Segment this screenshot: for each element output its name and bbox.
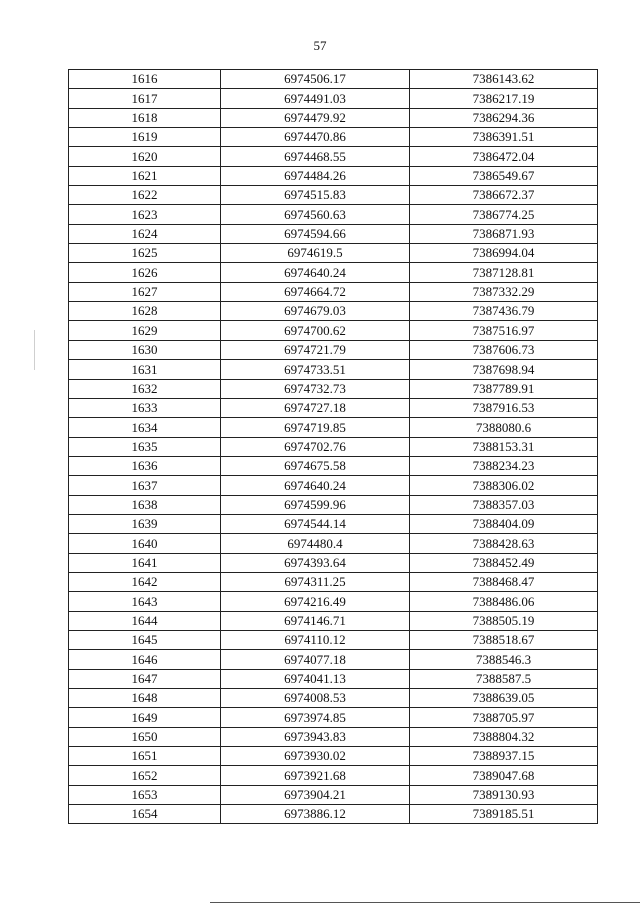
y-coordinate-cell: 7388937.15 — [410, 747, 598, 766]
x-coordinate-cell: 6974041.13 — [221, 669, 410, 688]
x-coordinate-cell: 6974506.17 — [221, 70, 410, 89]
table-row — [69, 514, 598, 533]
table-row — [69, 437, 598, 456]
y-coordinate-cell: 7388468.47 — [410, 572, 598, 591]
table-row — [69, 611, 598, 630]
x-coordinate-cell: 6973930.02 — [221, 747, 410, 766]
point-number-cell: 1622 — [69, 186, 221, 205]
table-row — [69, 186, 598, 205]
table-row — [69, 805, 598, 824]
point-number-cell: 1626 — [69, 263, 221, 282]
y-coordinate-cell: 7388486.06 — [410, 592, 598, 611]
table-row — [69, 689, 598, 708]
point-number-cell: 1646 — [69, 650, 221, 669]
y-coordinate-cell: 7388153.31 — [410, 437, 598, 456]
y-coordinate-cell: 7388404.09 — [410, 514, 598, 533]
y-coordinate-cell: 7386672.37 — [410, 186, 598, 205]
point-number-cell: 1627 — [69, 282, 221, 301]
y-coordinate-cell: 7387516.97 — [410, 321, 598, 340]
table-row — [69, 282, 598, 301]
table-row — [69, 224, 598, 243]
table-row — [69, 669, 598, 688]
table-row — [69, 166, 598, 185]
table-row — [69, 650, 598, 669]
y-coordinate-cell: 7386549.67 — [410, 166, 598, 185]
x-coordinate-cell: 6974700.62 — [221, 321, 410, 340]
table-row — [69, 766, 598, 785]
x-coordinate-cell: 6974491.03 — [221, 89, 410, 108]
table-row — [69, 379, 598, 398]
x-coordinate-cell: 6974480.4 — [221, 534, 410, 553]
page-number: 57 — [313, 38, 327, 53]
point-number-cell: 1630 — [69, 340, 221, 359]
point-number-cell: 1645 — [69, 630, 221, 649]
point-number-cell: 1649 — [69, 708, 221, 727]
x-coordinate-cell: 6974640.24 — [221, 263, 410, 282]
x-coordinate-cell: 6974468.55 — [221, 147, 410, 166]
x-coordinate-cell: 6973904.21 — [221, 785, 410, 804]
point-number-cell: 1653 — [69, 785, 221, 804]
point-number-cell: 1625 — [69, 244, 221, 263]
point-number-cell: 1641 — [69, 553, 221, 572]
table-row — [69, 476, 598, 495]
scan-margin-mark — [34, 330, 35, 370]
x-coordinate-cell: 6973921.68 — [221, 766, 410, 785]
table-row — [69, 321, 598, 340]
y-coordinate-cell: 7387789.91 — [410, 379, 598, 398]
point-number-cell: 1651 — [69, 747, 221, 766]
x-coordinate-cell: 6974393.64 — [221, 553, 410, 572]
table-row — [69, 418, 598, 437]
table-row — [69, 727, 598, 746]
table-row — [69, 340, 598, 359]
table-row — [69, 108, 598, 127]
x-coordinate-cell: 6974664.72 — [221, 282, 410, 301]
y-coordinate-cell: 7386294.36 — [410, 108, 598, 127]
table-row — [69, 263, 598, 282]
x-coordinate-cell: 6974640.24 — [221, 476, 410, 495]
point-number-cell: 1637 — [69, 476, 221, 495]
table-row — [69, 302, 598, 321]
point-number-cell: 1621 — [69, 166, 221, 185]
table-row — [69, 785, 598, 804]
table-row — [69, 747, 598, 766]
point-number-cell: 1631 — [69, 360, 221, 379]
x-coordinate-cell: 6974479.92 — [221, 108, 410, 127]
point-number-cell: 1624 — [69, 224, 221, 243]
table-row — [69, 708, 598, 727]
y-coordinate-cell: 7388080.6 — [410, 418, 598, 437]
y-coordinate-cell: 7388639.05 — [410, 689, 598, 708]
point-number-cell: 1629 — [69, 321, 221, 340]
x-coordinate-cell: 6974216.49 — [221, 592, 410, 611]
y-coordinate-cell: 7388587.5 — [410, 669, 598, 688]
point-number-cell: 1640 — [69, 534, 221, 553]
x-coordinate-cell: 6974484.26 — [221, 166, 410, 185]
point-number-cell: 1648 — [69, 689, 221, 708]
x-coordinate-cell: 6974721.79 — [221, 340, 410, 359]
x-coordinate-cell: 6974594.66 — [221, 224, 410, 243]
y-coordinate-cell: 7386217.19 — [410, 89, 598, 108]
point-number-cell: 1633 — [69, 398, 221, 417]
table-row — [69, 128, 598, 147]
y-coordinate-cell: 7388428.63 — [410, 534, 598, 553]
x-coordinate-cell: 6974544.14 — [221, 514, 410, 533]
table-row — [69, 630, 598, 649]
x-coordinate-cell: 6974727.18 — [221, 398, 410, 417]
y-coordinate-cell: 7386871.93 — [410, 224, 598, 243]
y-coordinate-cell: 7388518.67 — [410, 630, 598, 649]
point-number-cell: 1632 — [69, 379, 221, 398]
table-row — [69, 89, 598, 108]
table-row — [69, 205, 598, 224]
y-coordinate-cell: 7386391.51 — [410, 128, 598, 147]
y-coordinate-cell: 7388234.23 — [410, 456, 598, 475]
y-coordinate-cell: 7388804.32 — [410, 727, 598, 746]
x-coordinate-cell: 6974470.86 — [221, 128, 410, 147]
x-coordinate-cell: 6974732.73 — [221, 379, 410, 398]
y-coordinate-cell: 7386994.04 — [410, 244, 598, 263]
x-coordinate-cell: 6974675.58 — [221, 456, 410, 475]
x-coordinate-cell: 6974515.83 — [221, 186, 410, 205]
point-number-cell: 1617 — [69, 89, 221, 108]
x-coordinate-cell: 6974733.51 — [221, 360, 410, 379]
coordinates-table-body — [69, 70, 598, 824]
scan-bottom-edge — [210, 902, 640, 903]
point-number-cell: 1635 — [69, 437, 221, 456]
x-coordinate-cell: 6974719.85 — [221, 418, 410, 437]
y-coordinate-cell: 7387436.79 — [410, 302, 598, 321]
point-number-cell: 1636 — [69, 456, 221, 475]
point-number-cell: 1619 — [69, 128, 221, 147]
y-coordinate-cell: 7388452.49 — [410, 553, 598, 572]
y-coordinate-cell: 7387606.73 — [410, 340, 598, 359]
x-coordinate-cell: 6974619.5 — [221, 244, 410, 263]
x-coordinate-cell: 6974599.96 — [221, 495, 410, 514]
y-coordinate-cell: 7387698.94 — [410, 360, 598, 379]
x-coordinate-cell: 6974110.12 — [221, 630, 410, 649]
table-row — [69, 360, 598, 379]
point-number-cell: 1644 — [69, 611, 221, 630]
table-row — [69, 70, 598, 89]
y-coordinate-cell: 7388357.03 — [410, 495, 598, 514]
x-coordinate-cell: 6973943.83 — [221, 727, 410, 746]
point-number-cell: 1642 — [69, 572, 221, 591]
y-coordinate-cell: 7387332.29 — [410, 282, 598, 301]
y-coordinate-cell: 7386472.04 — [410, 147, 598, 166]
table-row — [69, 456, 598, 475]
y-coordinate-cell: 7388306.02 — [410, 476, 598, 495]
point-number-cell: 1650 — [69, 727, 221, 746]
y-coordinate-cell: 7387128.81 — [410, 263, 598, 282]
x-coordinate-cell: 6974311.25 — [221, 572, 410, 591]
point-number-cell: 1638 — [69, 495, 221, 514]
x-coordinate-cell: 6974146.71 — [221, 611, 410, 630]
x-coordinate-cell: 6973974.85 — [221, 708, 410, 727]
table-row — [69, 398, 598, 417]
point-number-cell: 1628 — [69, 302, 221, 321]
y-coordinate-cell: 7386143.62 — [410, 70, 598, 89]
y-coordinate-cell: 7389047.68 — [410, 766, 598, 785]
point-number-cell: 1618 — [69, 108, 221, 127]
coordinates-table — [68, 69, 598, 824]
table-row — [69, 592, 598, 611]
table-row — [69, 147, 598, 166]
point-number-cell: 1654 — [69, 805, 221, 824]
point-number-cell: 1652 — [69, 766, 221, 785]
x-coordinate-cell: 6973886.12 — [221, 805, 410, 824]
table-row — [69, 553, 598, 572]
y-coordinate-cell: 7388505.19 — [410, 611, 598, 630]
y-coordinate-cell: 7388546.3 — [410, 650, 598, 669]
table-row — [69, 534, 598, 553]
point-number-cell: 1634 — [69, 418, 221, 437]
point-number-cell: 1616 — [69, 70, 221, 89]
point-number-cell: 1639 — [69, 514, 221, 533]
x-coordinate-cell: 6974560.63 — [221, 205, 410, 224]
y-coordinate-cell: 7386774.25 — [410, 205, 598, 224]
point-number-cell: 1620 — [69, 147, 221, 166]
y-coordinate-cell: 7388705.97 — [410, 708, 598, 727]
point-number-cell: 1623 — [69, 205, 221, 224]
y-coordinate-cell: 7387916.53 — [410, 398, 598, 417]
y-coordinate-cell: 7389185.51 — [410, 805, 598, 824]
table-row — [69, 572, 598, 591]
table-row — [69, 495, 598, 514]
x-coordinate-cell: 6974008.53 — [221, 689, 410, 708]
table-row — [69, 244, 598, 263]
x-coordinate-cell: 6974702.76 — [221, 437, 410, 456]
y-coordinate-cell: 7389130.93 — [410, 785, 598, 804]
x-coordinate-cell: 6974077.18 — [221, 650, 410, 669]
point-number-cell: 1647 — [69, 669, 221, 688]
x-coordinate-cell: 6974679.03 — [221, 302, 410, 321]
point-number-cell: 1643 — [69, 592, 221, 611]
